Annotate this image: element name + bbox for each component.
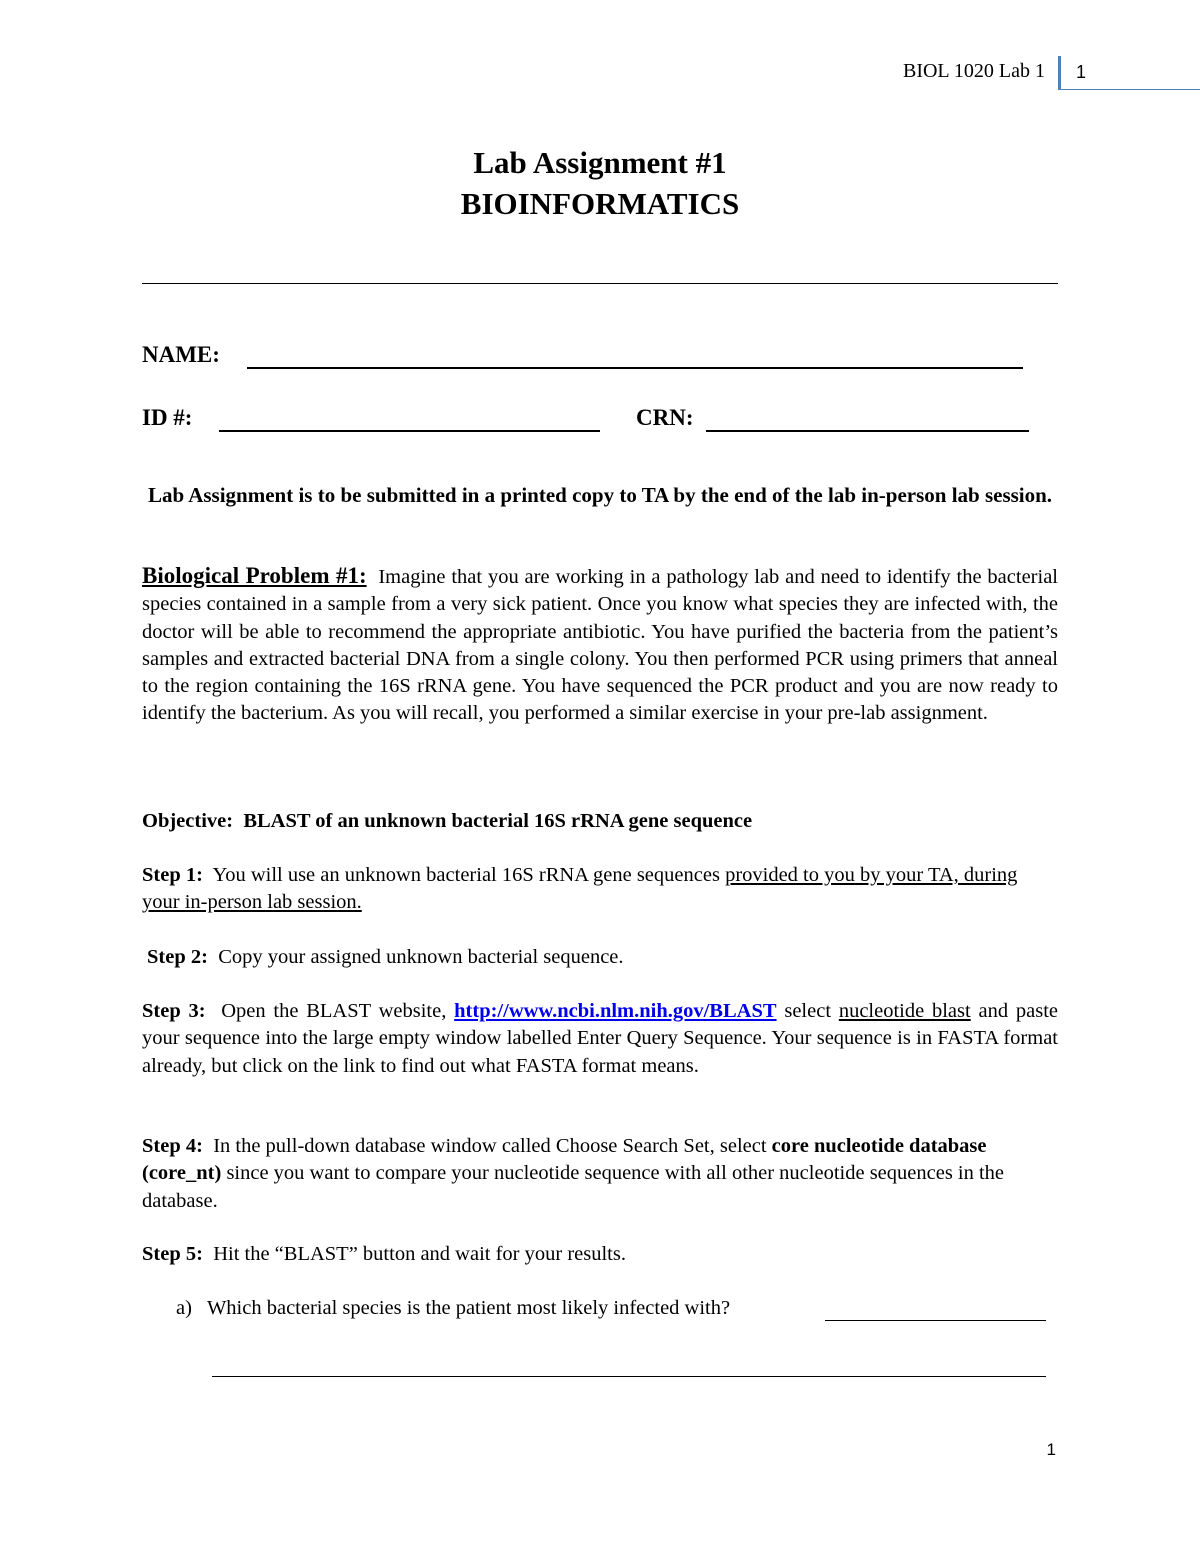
step-4-text-a: In the pull-down database window called Choose Search Set, select xyxy=(213,1135,767,1157)
step-3-text-a: Open the BLAST website, xyxy=(221,1000,447,1022)
step-2 xyxy=(147,944,1063,971)
step-1-text: You will use an unknown bacterial 16S rRNA gene sequences xyxy=(212,864,720,886)
submission-notice: Lab Assignment is to be submitted in a printed copy to TA by the end of the lab in-person lab session. xyxy=(147,483,1053,507)
step-4-label: Step 4: xyxy=(142,1135,203,1157)
crn-label: CRN: xyxy=(636,405,694,430)
problem-text: Imagine that you are working in a pathology lab and need to identify the bacterial species contained in a sample from a very sick patient. Once you know what species they are infected with, the doctor will be able to recommend the appropriate antibiotic. You have purified the bacteria from the patient’s samples and extracted bacterial DNA from a single colony. You then performed PCR using primers that anneal to the region containing the 16S rRNA gene. You have sequenced the PCR product and you are now ready to identify the bacterium. As you will recall, you performed a similar exercise in your pre-lab assignment. xyxy=(142,566,1058,725)
answer-a-field[interactable] xyxy=(825,1320,1046,1321)
answer-a-field-line-2[interactable] xyxy=(212,1376,1046,1377)
page-subtitle: BIOINFORMATICS xyxy=(460,186,740,221)
step-1-underlined: provided to you by your TA, during your in-person lab session. xyxy=(142,864,1018,914)
objective-text: BLAST of an unknown bacterial 16S rRNA gene sequence xyxy=(243,810,753,832)
step-5-label: Step 5: xyxy=(142,1243,203,1265)
step-4-bold: core nucleotide database (core_nt) xyxy=(142,1135,987,1185)
header-course: BIOL 1020 Lab 1 xyxy=(902,60,1045,82)
title-divider xyxy=(142,283,1058,284)
step-3-text-b: select xyxy=(784,1000,832,1022)
step-4 xyxy=(142,1133,1047,1215)
blast-link[interactable]: http://www.ncbi.nlm.nih.gov/BLAST xyxy=(454,1000,777,1022)
crn-field[interactable] xyxy=(706,430,1029,432)
header-page-number: 1 xyxy=(1076,62,1087,82)
question-a-marker: a) xyxy=(176,1297,192,1319)
objective xyxy=(142,808,1058,835)
step-3 xyxy=(142,998,1058,1080)
step-5 xyxy=(142,1241,1058,1268)
footer-page-number: 1 xyxy=(1046,1440,1056,1459)
id-label: ID #: xyxy=(142,405,193,430)
step-3-underlined: nucleotide blast xyxy=(838,1000,971,1022)
step-4-text-b: since you want to compare your nucleotide sequence with all other nucleotide sequences in the database. xyxy=(142,1162,1005,1212)
step-5-text: Hit the “BLAST” button and wait for your results. xyxy=(213,1243,626,1265)
question-a xyxy=(176,1295,826,1322)
header-page-box xyxy=(1058,56,1200,90)
step-1 xyxy=(142,862,1052,917)
step-2-text: Copy your assigned unknown bacterial sequence. xyxy=(218,946,624,968)
name-label: NAME: xyxy=(142,342,220,367)
question-a-text: Which bacterial species is the patient most likely infected with? xyxy=(206,1297,731,1319)
step-1-label: Step 1: xyxy=(142,864,203,886)
name-field[interactable] xyxy=(247,367,1023,369)
page-title: Lab Assignment #1 xyxy=(473,145,727,180)
id-field[interactable] xyxy=(219,430,600,432)
step-2-label: Step 2: xyxy=(147,946,208,968)
step-3-label: Step 3: xyxy=(142,1000,206,1022)
problem-label: Biological Problem #1: xyxy=(142,563,367,588)
step-3-text-c: and paste your sequence into the large empty window labelled Enter Query Sequence. Your sequence is in FASTA format already, but click on the link to find out what FASTA format means. xyxy=(142,1000,1059,1077)
biological-problem xyxy=(142,562,1058,728)
objective-label: Objective: xyxy=(142,810,234,832)
